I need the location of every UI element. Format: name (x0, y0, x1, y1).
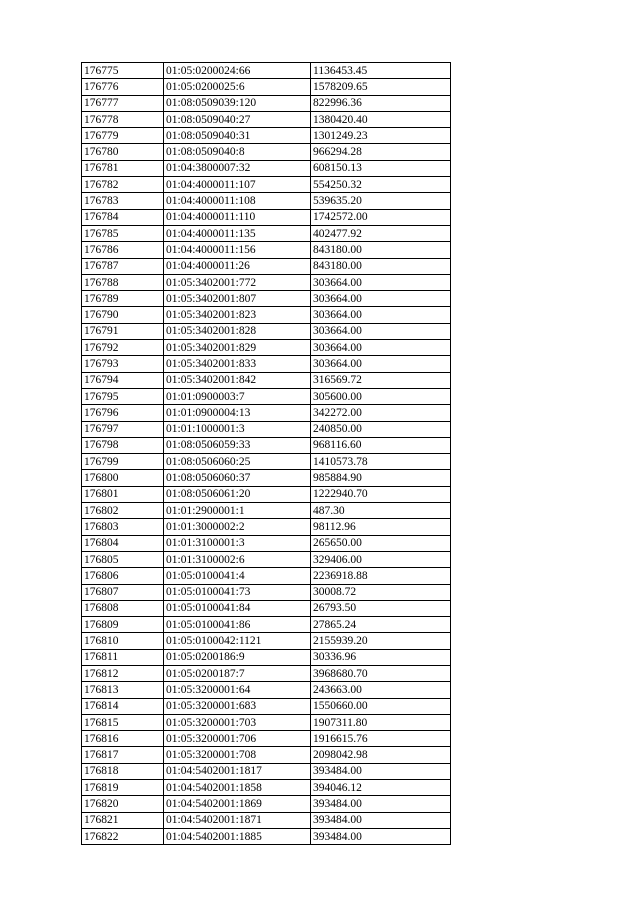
cadastral-number-cell: 01:05:3402001:823 (164, 307, 311, 323)
cadastral-number-cell: 01:05:0100041:86 (164, 617, 311, 633)
value-cell: 2236918.88 (311, 568, 451, 584)
row-number-cell: 176799 (82, 454, 164, 470)
table-row (82, 682, 451, 698)
row-number-cell: 176776 (82, 79, 164, 95)
value-cell: 265650.00 (311, 535, 451, 551)
cadastral-number-cell: 01:08:0509040:27 (164, 111, 311, 127)
cadastral-number-cell: 01:08:0506060:37 (164, 470, 311, 486)
table-row (82, 519, 451, 535)
cadastral-number-cell: 01:01:2900001:1 (164, 503, 311, 519)
row-number-cell: 176780 (82, 144, 164, 160)
row-number-cell: 176822 (82, 828, 164, 844)
table-row (82, 617, 451, 633)
table-row (82, 372, 451, 388)
value-cell: 968116.60 (311, 437, 451, 453)
value-cell: 1742572.00 (311, 209, 451, 225)
cadastral-number-cell: 01:05:0200186:9 (164, 649, 311, 665)
table-row (82, 291, 451, 307)
cadastral-number-cell: 01:05:0200024:66 (164, 63, 311, 79)
value-cell: 487.30 (311, 503, 451, 519)
table-row (82, 535, 451, 551)
value-cell: 303664.00 (311, 291, 451, 307)
table-body (82, 63, 451, 845)
value-cell: 342272.00 (311, 405, 451, 421)
row-number-cell: 176787 (82, 258, 164, 274)
value-cell: 305600.00 (311, 388, 451, 404)
row-number-cell: 176782 (82, 177, 164, 193)
row-number-cell: 176790 (82, 307, 164, 323)
value-cell: 843180.00 (311, 242, 451, 258)
table-row (82, 828, 451, 844)
table-row (82, 714, 451, 730)
row-number-cell: 176793 (82, 356, 164, 372)
table-row (82, 242, 451, 258)
row-number-cell: 176800 (82, 470, 164, 486)
value-cell: 27865.24 (311, 617, 451, 633)
row-number-cell: 176789 (82, 291, 164, 307)
cadastral-number-cell: 01:05:3402001:828 (164, 323, 311, 339)
cadastral-number-cell: 01:04:5402001:1869 (164, 796, 311, 812)
cadastral-number-cell: 01:04:5402001:1871 (164, 812, 311, 828)
value-cell: 539635.20 (311, 193, 451, 209)
cadastral-number-cell: 01:04:4000011:26 (164, 258, 311, 274)
cadastral-number-cell: 01:01:3000002:2 (164, 519, 311, 535)
table-row (82, 503, 451, 519)
cadastral-number-cell: 01:05:3200001:683 (164, 698, 311, 714)
table-row (82, 796, 451, 812)
row-number-cell: 176775 (82, 63, 164, 79)
value-cell: 822996.36 (311, 95, 451, 111)
value-cell: 608150.13 (311, 160, 451, 176)
value-cell: 1916615.76 (311, 731, 451, 747)
value-cell: 985884.90 (311, 470, 451, 486)
row-number-cell: 176805 (82, 551, 164, 567)
row-number-cell: 176819 (82, 780, 164, 796)
cadastral-number-cell: 01:04:4000011:108 (164, 193, 311, 209)
cadastral-number-cell: 01:04:3800007:32 (164, 160, 311, 176)
table-row (82, 160, 451, 176)
table-row (82, 421, 451, 437)
row-number-cell: 176816 (82, 731, 164, 747)
value-cell: 303664.00 (311, 274, 451, 290)
table-row (82, 405, 451, 421)
table-row (82, 584, 451, 600)
data-table (81, 62, 451, 845)
table-row (82, 780, 451, 796)
cadastral-number-cell: 01:05:3402001:807 (164, 291, 311, 307)
table-row (82, 356, 451, 372)
cadastral-number-cell: 01:05:3402001:829 (164, 340, 311, 356)
row-number-cell: 176809 (82, 617, 164, 633)
row-number-cell: 176802 (82, 503, 164, 519)
row-number-cell: 176818 (82, 763, 164, 779)
table-row (82, 731, 451, 747)
cadastral-number-cell: 01:01:1000001:3 (164, 421, 311, 437)
value-cell: 30336.96 (311, 649, 451, 665)
table-row (82, 225, 451, 241)
row-number-cell: 176803 (82, 519, 164, 535)
table-row (82, 209, 451, 225)
value-cell: 2155939.20 (311, 633, 451, 649)
cadastral-number-cell: 01:05:0100041:84 (164, 600, 311, 616)
row-number-cell: 176815 (82, 714, 164, 730)
value-cell: 303664.00 (311, 356, 451, 372)
table-row (82, 388, 451, 404)
table-row (82, 111, 451, 127)
row-number-cell: 176797 (82, 421, 164, 437)
table-row (82, 437, 451, 453)
value-cell: 303664.00 (311, 323, 451, 339)
row-number-cell: 176807 (82, 584, 164, 600)
cadastral-number-cell: 01:08:0509040:31 (164, 128, 311, 144)
row-number-cell: 176812 (82, 665, 164, 681)
row-number-cell: 176791 (82, 323, 164, 339)
value-cell: 1380420.40 (311, 111, 451, 127)
value-cell: 843180.00 (311, 258, 451, 274)
cadastral-number-cell: 01:05:3200001:706 (164, 731, 311, 747)
cadastral-number-cell: 01:05:0200187:7 (164, 665, 311, 681)
cadastral-number-cell: 01:05:0100042:1121 (164, 633, 311, 649)
row-number-cell: 176806 (82, 568, 164, 584)
table-row (82, 144, 451, 160)
row-number-cell: 176817 (82, 747, 164, 763)
row-number-cell: 176808 (82, 600, 164, 616)
cadastral-number-cell: 01:04:5402001:1858 (164, 780, 311, 796)
table-row (82, 812, 451, 828)
cadastral-number-cell: 01:05:0200025:6 (164, 79, 311, 95)
value-cell: 1578209.65 (311, 79, 451, 95)
value-cell: 966294.28 (311, 144, 451, 160)
cadastral-number-cell: 01:04:4000011:156 (164, 242, 311, 258)
value-cell: 30008.72 (311, 584, 451, 600)
row-number-cell: 176792 (82, 340, 164, 356)
table-row (82, 763, 451, 779)
table-row (82, 454, 451, 470)
value-cell: 98112.96 (311, 519, 451, 535)
row-number-cell: 176781 (82, 160, 164, 176)
value-cell: 329406.00 (311, 551, 451, 567)
row-number-cell: 176795 (82, 388, 164, 404)
cadastral-number-cell: 01:05:3402001:833 (164, 356, 311, 372)
cadastral-number-cell: 01:05:3402001:842 (164, 372, 311, 388)
row-number-cell: 176785 (82, 225, 164, 241)
cadastral-number-cell: 01:08:0509039:120 (164, 95, 311, 111)
row-number-cell: 176813 (82, 682, 164, 698)
cadastral-number-cell: 01:04:4000011:110 (164, 209, 311, 225)
table-row (82, 323, 451, 339)
row-number-cell: 176779 (82, 128, 164, 144)
table-row (82, 63, 451, 79)
row-number-cell: 176804 (82, 535, 164, 551)
table-row (82, 551, 451, 567)
cadastral-number-cell: 01:05:0100041:73 (164, 584, 311, 600)
row-number-cell: 176798 (82, 437, 164, 453)
table-row (82, 258, 451, 274)
table-row (82, 274, 451, 290)
cadastral-number-cell: 01:05:3200001:64 (164, 682, 311, 698)
table-row (82, 633, 451, 649)
value-cell: 1301249.23 (311, 128, 451, 144)
value-cell: 394046.12 (311, 780, 451, 796)
value-cell: 3968680.70 (311, 665, 451, 681)
value-cell: 316569.72 (311, 372, 451, 388)
cadastral-number-cell: 01:05:0100041:4 (164, 568, 311, 584)
cadastral-number-cell: 01:05:3200001:708 (164, 747, 311, 763)
table-row (82, 79, 451, 95)
value-cell: 243663.00 (311, 682, 451, 698)
table-row (82, 193, 451, 209)
value-cell: 393484.00 (311, 812, 451, 828)
row-number-cell: 176801 (82, 486, 164, 502)
cadastral-number-cell: 01:04:5402001:1817 (164, 763, 311, 779)
row-number-cell: 176786 (82, 242, 164, 258)
value-cell: 1907311.80 (311, 714, 451, 730)
value-cell: 393484.00 (311, 796, 451, 812)
row-number-cell: 176778 (82, 111, 164, 127)
cadastral-number-cell: 01:01:3100002:6 (164, 551, 311, 567)
value-cell: 554250.32 (311, 177, 451, 193)
cadastral-number-cell: 01:08:0506061:20 (164, 486, 311, 502)
cadastral-number-cell: 01:01:3100001:3 (164, 535, 311, 551)
cadastral-number-cell: 01:01:0900004:13 (164, 405, 311, 421)
cadastral-number-cell: 01:05:3402001:772 (164, 274, 311, 290)
table-row (82, 128, 451, 144)
table-row (82, 340, 451, 356)
row-number-cell: 176794 (82, 372, 164, 388)
table-row (82, 486, 451, 502)
table-row (82, 600, 451, 616)
cadastral-number-cell: 01:08:0509040:8 (164, 144, 311, 160)
value-cell: 402477.92 (311, 225, 451, 241)
table-row (82, 307, 451, 323)
value-cell: 1550660.00 (311, 698, 451, 714)
table-row (82, 95, 451, 111)
row-number-cell: 176777 (82, 95, 164, 111)
cadastral-number-cell: 01:04:4000011:135 (164, 225, 311, 241)
table-row (82, 568, 451, 584)
row-number-cell: 176820 (82, 796, 164, 812)
table-row (82, 747, 451, 763)
row-number-cell: 176783 (82, 193, 164, 209)
cadastral-number-cell: 01:04:5402001:1885 (164, 828, 311, 844)
row-number-cell: 176814 (82, 698, 164, 714)
cadastral-number-cell: 01:08:0506060:25 (164, 454, 311, 470)
value-cell: 393484.00 (311, 828, 451, 844)
value-cell: 240850.00 (311, 421, 451, 437)
table-row (82, 649, 451, 665)
cadastral-number-cell: 01:04:4000011:107 (164, 177, 311, 193)
table-row (82, 470, 451, 486)
table-row (82, 698, 451, 714)
value-cell: 2098042.98 (311, 747, 451, 763)
cadastral-number-cell: 01:08:0506059:33 (164, 437, 311, 453)
cadastral-number-cell: 01:05:3200001:703 (164, 714, 311, 730)
value-cell: 26793.50 (311, 600, 451, 616)
table-row (82, 665, 451, 681)
value-cell: 1410573.78 (311, 454, 451, 470)
table-row (82, 177, 451, 193)
value-cell: 1222940.70 (311, 486, 451, 502)
row-number-cell: 176811 (82, 649, 164, 665)
row-number-cell: 176784 (82, 209, 164, 225)
row-number-cell: 176810 (82, 633, 164, 649)
value-cell: 1136453.45 (311, 63, 451, 79)
cadastral-number-cell: 01:01:0900003:7 (164, 388, 311, 404)
value-cell: 393484.00 (311, 763, 451, 779)
row-number-cell: 176821 (82, 812, 164, 828)
value-cell: 303664.00 (311, 307, 451, 323)
value-cell: 303664.00 (311, 340, 451, 356)
row-number-cell: 176788 (82, 274, 164, 290)
row-number-cell: 176796 (82, 405, 164, 421)
